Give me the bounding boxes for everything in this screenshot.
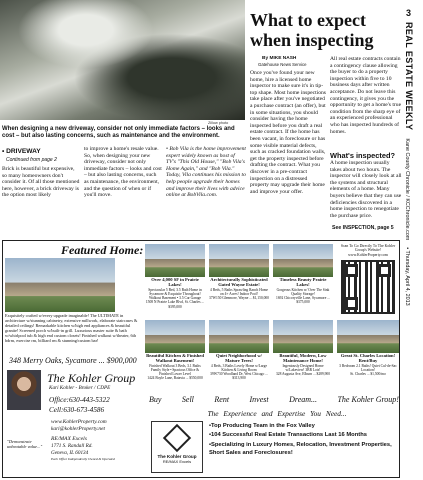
office-city: Geneva, IL 60134 <box>51 450 89 456</box>
listing-card <box>145 320 205 392</box>
logo-subtext: RE/MAX Excels <box>162 459 192 464</box>
listing-desc: Spectacular 5 Bed, 3.5 Bath Home in Sycamore & Exquisite Throughout! Walkout Basement • 3.5 Car Garage <box>148 287 202 301</box>
listing-photo <box>337 320 399 353</box>
sidebar-text <box>404 22 419 306</box>
listing-title: Over 4,000 SF in Prairie Lakes! <box>151 277 199 288</box>
listing-desc: 4 Beds, 3 Baths Lovely Home w/Large Kitchen & Living Room <box>210 363 268 373</box>
listing-grid <box>145 244 399 394</box>
listing-photo <box>209 320 269 353</box>
bullet-1: •Top Producing Team in the Fox Valley <box>209 423 315 429</box>
driveway-heading: • DRIVEWAY <box>2 148 41 155</box>
scan-text: Scan To Go Directly To The Kohler Group's Website! www.KohlerProperty.com <box>340 244 396 257</box>
article-subhead: What's inspected? <box>330 151 395 160</box>
listing-card <box>145 244 205 316</box>
driveway-photo <box>0 0 245 120</box>
listing-photo <box>273 244 333 277</box>
listing-card <box>273 244 333 316</box>
listing-title: Timeless Beauty Prairie Lakes! <box>279 277 327 288</box>
listing-title: Quiet Neighborhood w/ Mature Trees! <box>216 353 262 364</box>
listing-desc: Finished Walkout 3 Beds, 3.1 Baths Family Style • Spacious Office & Finished Lower Level <box>149 363 201 377</box>
testimonial-quote: "Demonstrate unbeatable value..." <box>7 439 43 450</box>
featured-title: Featured Home: <box>61 243 144 257</box>
slogan-word: The Kohler Group! <box>337 395 399 404</box>
brokerage-name: RE/MAX Excels <box>51 436 87 442</box>
listing-card <box>337 320 399 392</box>
listing-title: Architecturally Sophisticated Gated Wayne Estate! <box>210 277 268 288</box>
listing-photo <box>145 244 205 277</box>
listing-desc: 4 Beds, 5 Baths Sprawling Ranch Home on 4+ Acres! Indoor Pool! <box>210 287 268 297</box>
listing-address: 1424 Boyle Lane, Batavia ... $550,000 <box>147 376 203 381</box>
featured-address: 348 Merry Oaks, Sycamore ... $900,000 <box>9 356 137 365</box>
driveway-continued: Continued from page 2 <box>6 157 57 163</box>
article-continued: See INSPECTION, page 5 <box>332 225 394 231</box>
group-name: The Kohler Group <box>47 371 136 385</box>
cell-phone: Cell:630-673-4586 <box>49 406 105 414</box>
listing-address: 39W730 Woodland Dr, West Chicago ... $313,900 <box>210 372 268 381</box>
slogan-word: Sell <box>181 395 194 404</box>
tagline: The Experience and Expertise You Need... <box>207 409 347 418</box>
listing-address: St. Charles ... $1,500/mo <box>350 372 386 377</box>
listing-desc: Gorgeous Kitchen w/ Over The Sink Quality Storage! <box>276 287 330 297</box>
slogan-word: Dream... <box>289 395 318 404</box>
listing-card <box>209 320 269 392</box>
listing-address: 328 Augusta Ave, Elburn ... $289,900 <box>275 372 331 377</box>
driveway-col3: • Bob Vila is the home improvement expert widely known as host of TV's "This Old House," "Bob Vila's Home Again," and "Bob Vila." Today, Vila continues his mission to help people upgrade their homes and improve their lives with advice online at BobVila.com. <box>166 146 246 199</box>
listing-title: Beautiful Kitchen & Finished Walkout Basement! <box>146 353 204 364</box>
article-byline: By MIKE NASH <box>262 56 297 61</box>
article-col1: Once you've found your new home, hire a licensed home inspector to make sure it's in tip-top shape. Most home inspections take place after you've negotiated a purchase contract (an offer), but in some situations, you should consider having the home inspected before you draft a real estate contract. If the home has been vacant, in foreclosure or has some visible material defects, such as cracked foundation walls, get the property inspected before drafting the contract. What you discover in a pre-contract inspection on a distressed property may upgrade their home and improve your offer. <box>250 70 326 195</box>
kohler-ad <box>2 240 400 478</box>
featured-home-photo <box>5 258 115 312</box>
website-link[interactable]: www.KohlerProperty.com <box>51 419 107 425</box>
section-name: REAL ESTATE WEEKLY <box>404 22 414 131</box>
listing-card <box>209 244 269 316</box>
page-number: 3 <box>406 8 412 18</box>
article-col2: All real estate contracts contain a contingency clause allowing the buyer to do a property inspection within five to 10 business days after written acceptance. Do not leave this contingency, it gives you the opportunity to get a home's true condition from the sharp eye of an experienced professional who has inspected hundreds of homes. <box>330 56 402 135</box>
article-title: What to expect when inspecting <box>250 10 374 50</box>
kohler-logo <box>151 421 203 473</box>
issue-date: • Thursday, April 4, 2013 <box>404 247 410 306</box>
photo-credit: Zillow photo <box>208 121 229 125</box>
listing-desc: 3 Bedroom 2.1 Baths! Quiet Cul-de-Sac Location! <box>339 363 397 373</box>
bullet-2: •104 Successful Real Estate Transactions Last 16 Months <box>209 432 367 438</box>
article-service: Gatehouse News Service <box>258 62 307 67</box>
listing-address: 1692 Chicoryville Lane, Sycamore ... $375,000 <box>276 296 330 305</box>
office-note: Each Office Independently Owned & Operated <box>51 457 115 461</box>
article-col2b: A home inspection usually takes about two hours. The inspector will closely look at all the systems and structural elements of a home. Many buyers believe that they can use deficiencies discovered in a home inspection to renegotiate the purchase price. <box>330 160 402 219</box>
page-sidebar <box>404 0 423 480</box>
qr-code-icon <box>341 260 395 314</box>
bullet-3: •Specializing in Luxury Homes, Relocation, Investment Properties, Short Sales and Foreclosures! <box>209 442 392 456</box>
listing-photo <box>273 320 333 353</box>
listing-photo <box>209 244 269 277</box>
slogan-word: Rent <box>214 395 230 404</box>
slogan-word: Buy <box>149 395 162 404</box>
listing-photo <box>145 320 205 353</box>
listing-address: 37W150 Glenmore, Wayne ... $1,150,000 <box>209 296 269 301</box>
listing-title: Great St. Charles Location! Rent/Buy <box>340 353 396 364</box>
logo-mark-icon <box>163 424 191 452</box>
slogan-word: Invest <box>249 395 269 404</box>
office-street: 1771 S. Randall Rd. <box>51 443 93 449</box>
email-link[interactable]: kari@kohlerProperty.net <box>51 426 106 432</box>
agent-photo <box>7 370 41 410</box>
logo-text: The Kohler Group <box>157 454 197 459</box>
listing-address: 1508 N Prairie Lake Blvd, St. Charles ... $395,000 <box>145 300 205 309</box>
listing-title: Beautiful, Modern, Low Maintenance Home! <box>279 353 327 364</box>
driveway-col2: to improve a home's resale value. So, when designing your new driveway, consider not only immediate factors – looks and cost – but also lasting concerns, such as maintenance, the environment, and the question of when or if you'll move. <box>84 146 162 199</box>
listing-desc: Ingeniously Designed Home w/Lakeview! 3BR Lots! <box>282 363 324 373</box>
group-sub: Kari Kohler - Broker / CDPE <box>49 385 111 391</box>
photo-caption: When designing a new driveway, consider not only immediate factors – looks and cost – but also lasting concerns, such as maintenance and the environment. <box>2 126 235 139</box>
office-phone: Office:630-443-5322 <box>49 396 110 404</box>
featured-desc: Exquisitely crafted w/every upgrade imaginable! The ULTIMATE in architecture w/stunning cabinetry, extensive millwork, elaborate staircases & detailed ceilings! Remarkable kitchen w/high end appliances & beautiful granite! Screened porch w/built-in grill. Luxurious master suite & bath w/whirlpool tub & high end custom closets! Finished walkout w/theater, 6th bdrm, exercise rm, billiard rm & stunning/custom bar! <box>5 313 138 343</box>
driveway-col1: Brick is beautiful but expensive, so many homeowners don't consider it. Of all those mentioned here, however, a brick driveway is the option most likely <box>2 166 80 199</box>
listing-card <box>273 320 333 392</box>
publication-name: Kane County Chronicle / KCChronicle.com <box>404 138 410 241</box>
slogan-row <box>149 395 399 407</box>
